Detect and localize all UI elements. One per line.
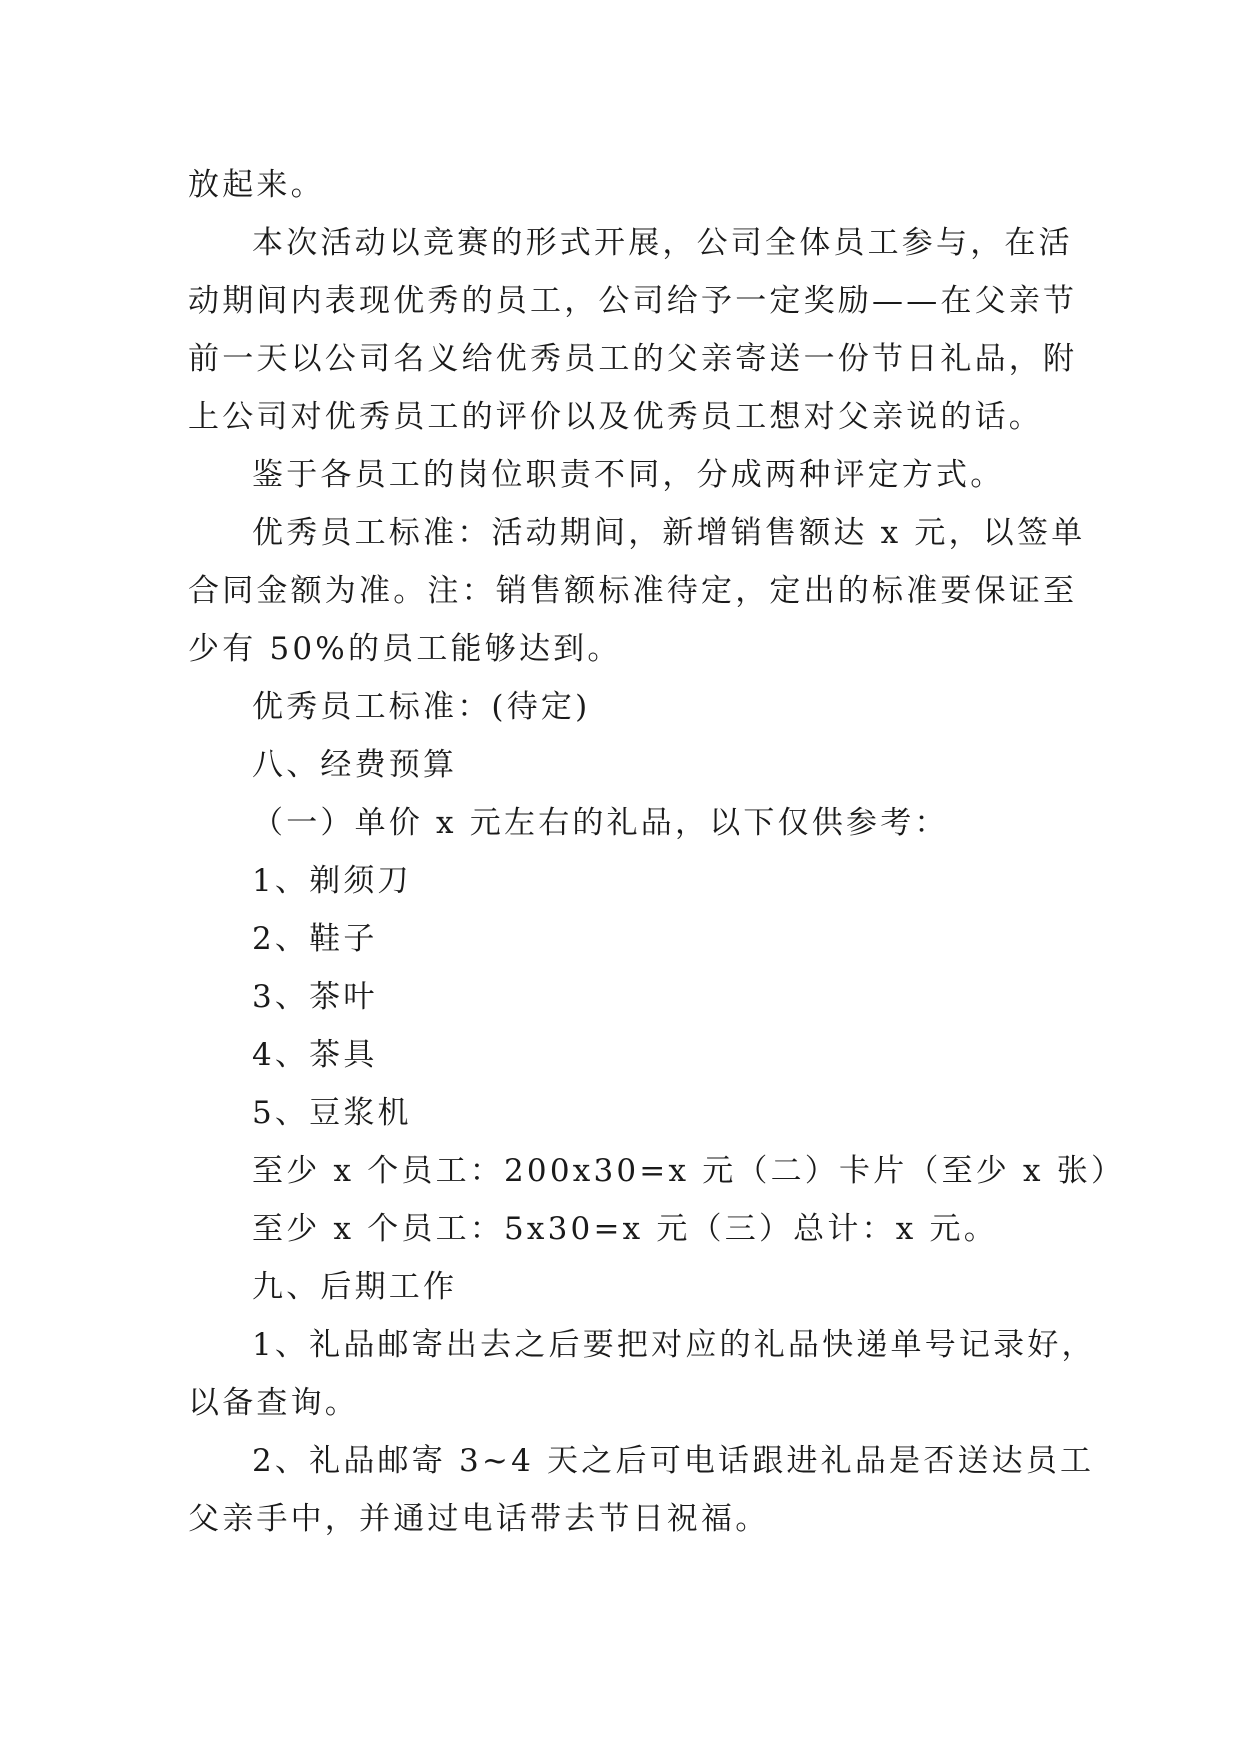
list-item: 1、剃须刀 [252,863,412,899]
paragraph-line: 至少 x 个员工：5x30=x 元（三）总计：x 元。 [252,1211,998,1247]
text-line: 合同金额为准。注：销售额标准待定，定出的标准要保证至 [188,573,1078,609]
section-heading: 九、后期工作 [252,1269,458,1305]
text-line: 动期间内表现优秀的员工，公司给予一定奖励——在父亲节 [188,283,1078,319]
text-line: 前一天以公司名义给优秀员工的父亲寄送一份节日礼品，附 [188,341,1078,377]
paragraph-line: 1、礼品邮寄出去之后要把对应的礼品快递单号记录好， [252,1327,1096,1363]
text-line: 上公司对优秀员工的评价以及优秀员工想对父亲说的话。 [188,399,1043,435]
paragraph-line: 优秀员工标准：(待定) [252,689,591,725]
document-body [188,156,1126,1548]
paragraph-line: 优秀员工标准：活动期间，新增销售额达 x 元，以签单 [252,515,1086,551]
paragraph-line: 至少 x 个员工：200x30=x 元（二）卡片（至少 x 张） [252,1153,1126,1189]
section-heading: 八、经费预算 [252,747,458,783]
list-item: 4、茶具 [252,1037,378,1073]
list-item: 3、茶叶 [252,979,378,1015]
text-line: 放起来。 [188,167,325,203]
subsection-heading: （一）单价 x 元左右的礼品，以下仅供参考： [252,805,949,841]
paragraph-line: 本次活动以竞赛的形式开展，公司全体员工参与，在活 [252,225,1073,261]
list-item: 2、鞋子 [252,921,378,957]
text-line: 父亲手中，并通过电话带去节日祝福。 [188,1501,770,1537]
list-item: 5、豆浆机 [252,1095,412,1131]
paragraph-line: 2、礼品邮寄 3~4 天之后可电话跟进礼品是否送达员工 [252,1443,1095,1479]
paragraph-line: 鉴于各员工的岗位职责不同，分成两种评定方式。 [252,457,1005,493]
text-line: 少有 50%的员工能够达到。 [188,631,622,667]
text-line: 以备查询。 [188,1385,359,1421]
